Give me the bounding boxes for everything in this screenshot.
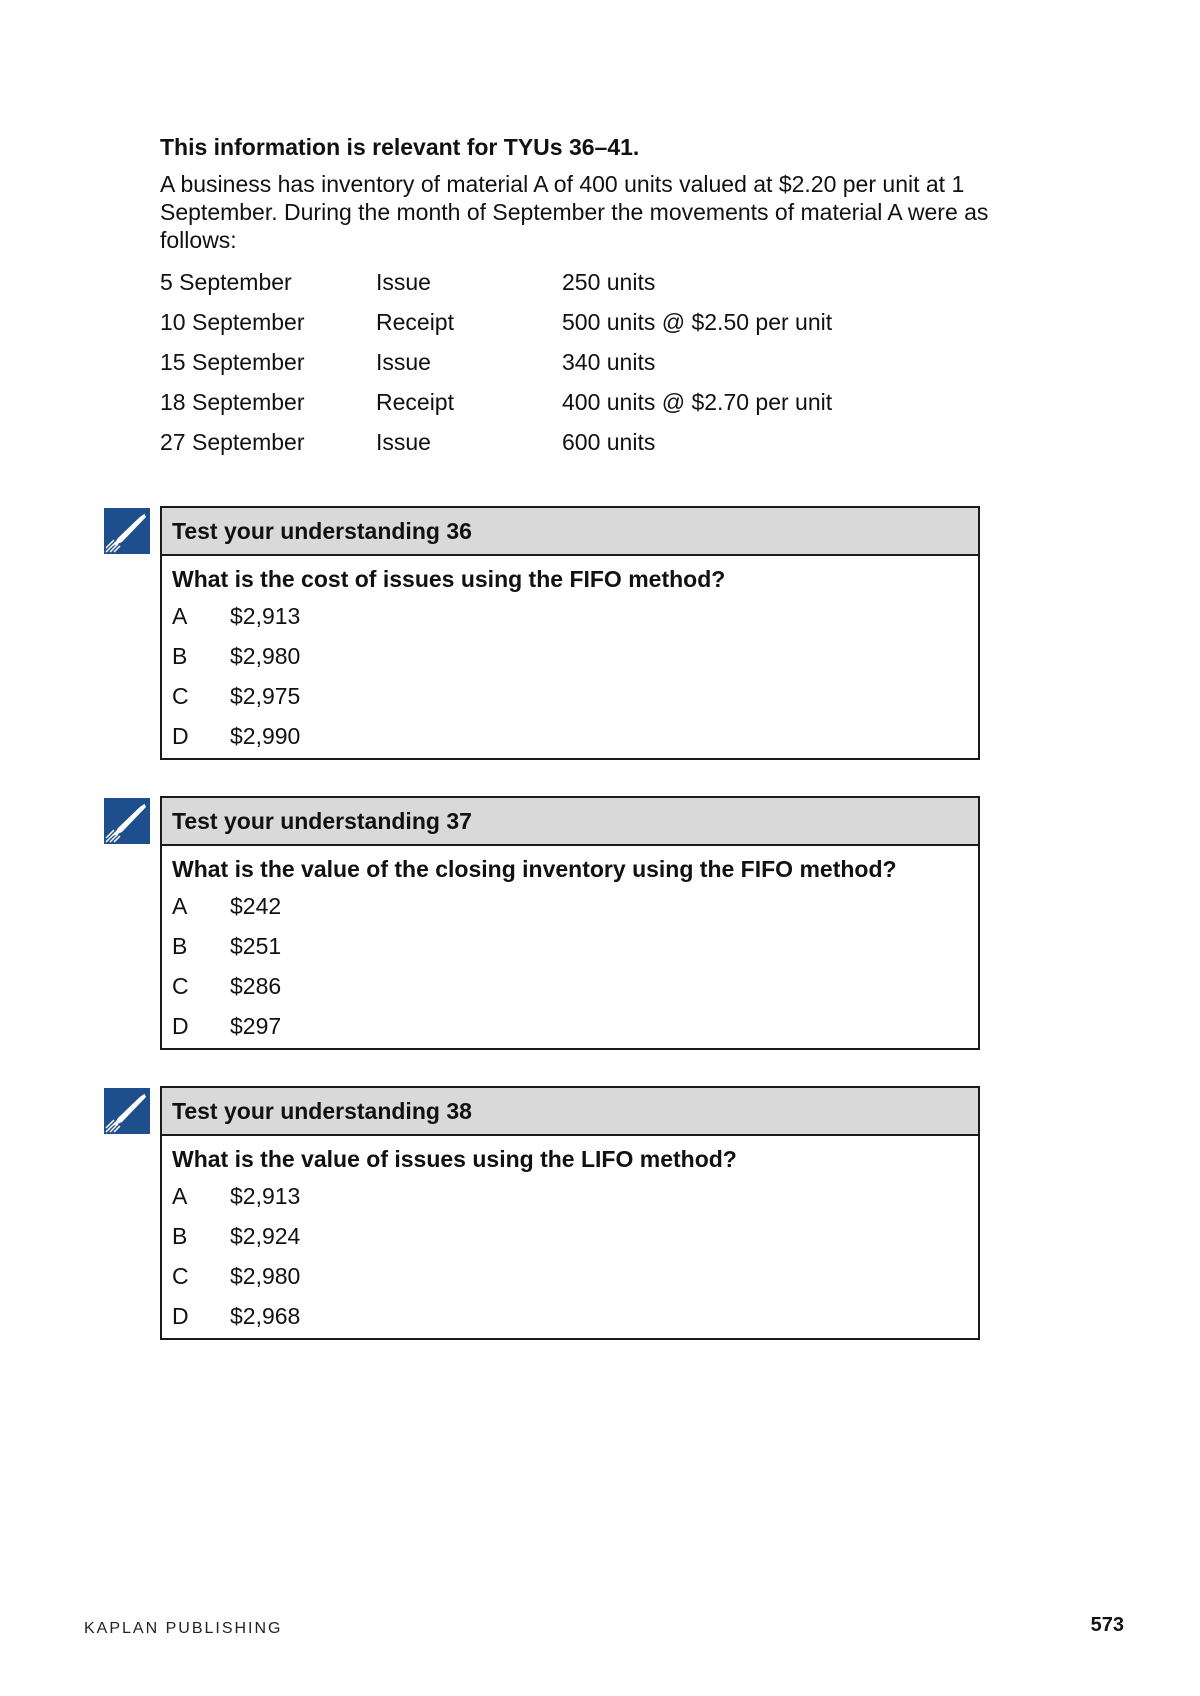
movement-type: Issue: [376, 268, 431, 295]
answer-option: [172, 886, 968, 926]
movement-detail: 250 units: [562, 268, 656, 295]
answer-option: [172, 1256, 968, 1296]
option-value: $2,980: [230, 642, 301, 669]
option-value: $286: [230, 972, 282, 999]
answer-option: [172, 1216, 968, 1256]
movements-table: [160, 262, 832, 462]
movement-type: Receipt: [376, 308, 454, 335]
option-value: $2,913: [230, 1182, 301, 1209]
tyu-options: [162, 1176, 978, 1338]
tyu-question: What is the value of the closing inventory using the FIFO method?: [172, 856, 897, 882]
intro-paragraph: A business has inventory of material A of 400 units valued at $2.20 per unit at 1 September. During the month of September the movements of material A were as follows:: [160, 171, 989, 253]
option-letter: D: [172, 722, 189, 749]
movement-detail: 500 units @ $2.50 per unit: [562, 308, 833, 335]
page-number: 573: [1090, 1614, 1124, 1636]
tyu-options: [162, 596, 978, 758]
option-letter: C: [172, 972, 189, 999]
table-row: [160, 262, 832, 302]
option-value: $2,980: [230, 1262, 301, 1289]
movement-type: Issue: [376, 428, 431, 455]
movement-type: Issue: [376, 348, 431, 375]
option-letter: D: [172, 1012, 189, 1039]
option-letter: A: [172, 1182, 188, 1209]
pen-nib-icon: [104, 798, 150, 844]
option-letter: B: [172, 1222, 188, 1249]
answer-option: [172, 1296, 968, 1336]
answer-option: [172, 596, 968, 636]
tyu-title: Test your understanding 38: [162, 1088, 978, 1136]
table-row: [160, 382, 832, 422]
tyu-box-37: [160, 796, 980, 1050]
intro-heading: This information is relevant for TYUs 36–41.: [160, 134, 640, 160]
movement-date: 18 September: [160, 388, 305, 415]
option-letter: A: [172, 892, 188, 919]
option-value: $2,913: [230, 602, 301, 629]
tyu-question: What is the value of issues using the LIFO method?: [172, 1146, 737, 1172]
movement-date: 10 September: [160, 308, 305, 335]
tyu-box-38: [160, 1086, 980, 1340]
pen-nib-icon: [104, 508, 150, 554]
option-letter: B: [172, 932, 188, 959]
intro-section: [160, 132, 1020, 462]
answer-option: [172, 676, 968, 716]
tyu-box-36: [160, 506, 980, 760]
option-value: $2,924: [230, 1222, 301, 1249]
movement-date: 27 September: [160, 428, 305, 455]
movement-type: Receipt: [376, 388, 454, 415]
option-value: $2,975: [230, 682, 301, 709]
movement-detail: 340 units: [562, 348, 656, 375]
answer-option: [172, 636, 968, 676]
footer-publisher: KAPLAN PUBLISHING: [84, 1620, 283, 1637]
option-value: $2,968: [230, 1302, 301, 1329]
answer-option: [172, 966, 968, 1006]
tyu-options: [162, 886, 978, 1048]
answer-option: [172, 926, 968, 966]
table-row: [160, 342, 832, 382]
tyu-title: Test your understanding 36: [162, 508, 978, 556]
tyu-title: Test your understanding 37: [162, 798, 978, 846]
movement-detail: 600 units: [562, 428, 656, 455]
answer-option: [172, 1006, 968, 1046]
option-value: $2,990: [230, 722, 301, 749]
table-row: [160, 302, 832, 342]
option-letter: D: [172, 1302, 189, 1329]
option-letter: C: [172, 1262, 189, 1289]
answer-option: [172, 1176, 968, 1216]
option-letter: B: [172, 642, 188, 669]
option-letter: C: [172, 682, 189, 709]
option-value: $297: [230, 1012, 282, 1039]
tyu-question: What is the cost of issues using the FIFO method?: [172, 566, 726, 592]
pen-nib-icon: [104, 1088, 150, 1134]
movement-detail: 400 units @ $2.70 per unit: [562, 388, 833, 415]
option-letter: A: [172, 602, 188, 629]
option-value: $251: [230, 932, 282, 959]
option-value: $242: [230, 892, 282, 919]
movement-date: 15 September: [160, 348, 305, 375]
answer-option: [172, 716, 968, 756]
table-row: [160, 422, 832, 462]
movement-date: 5 September: [160, 268, 292, 295]
